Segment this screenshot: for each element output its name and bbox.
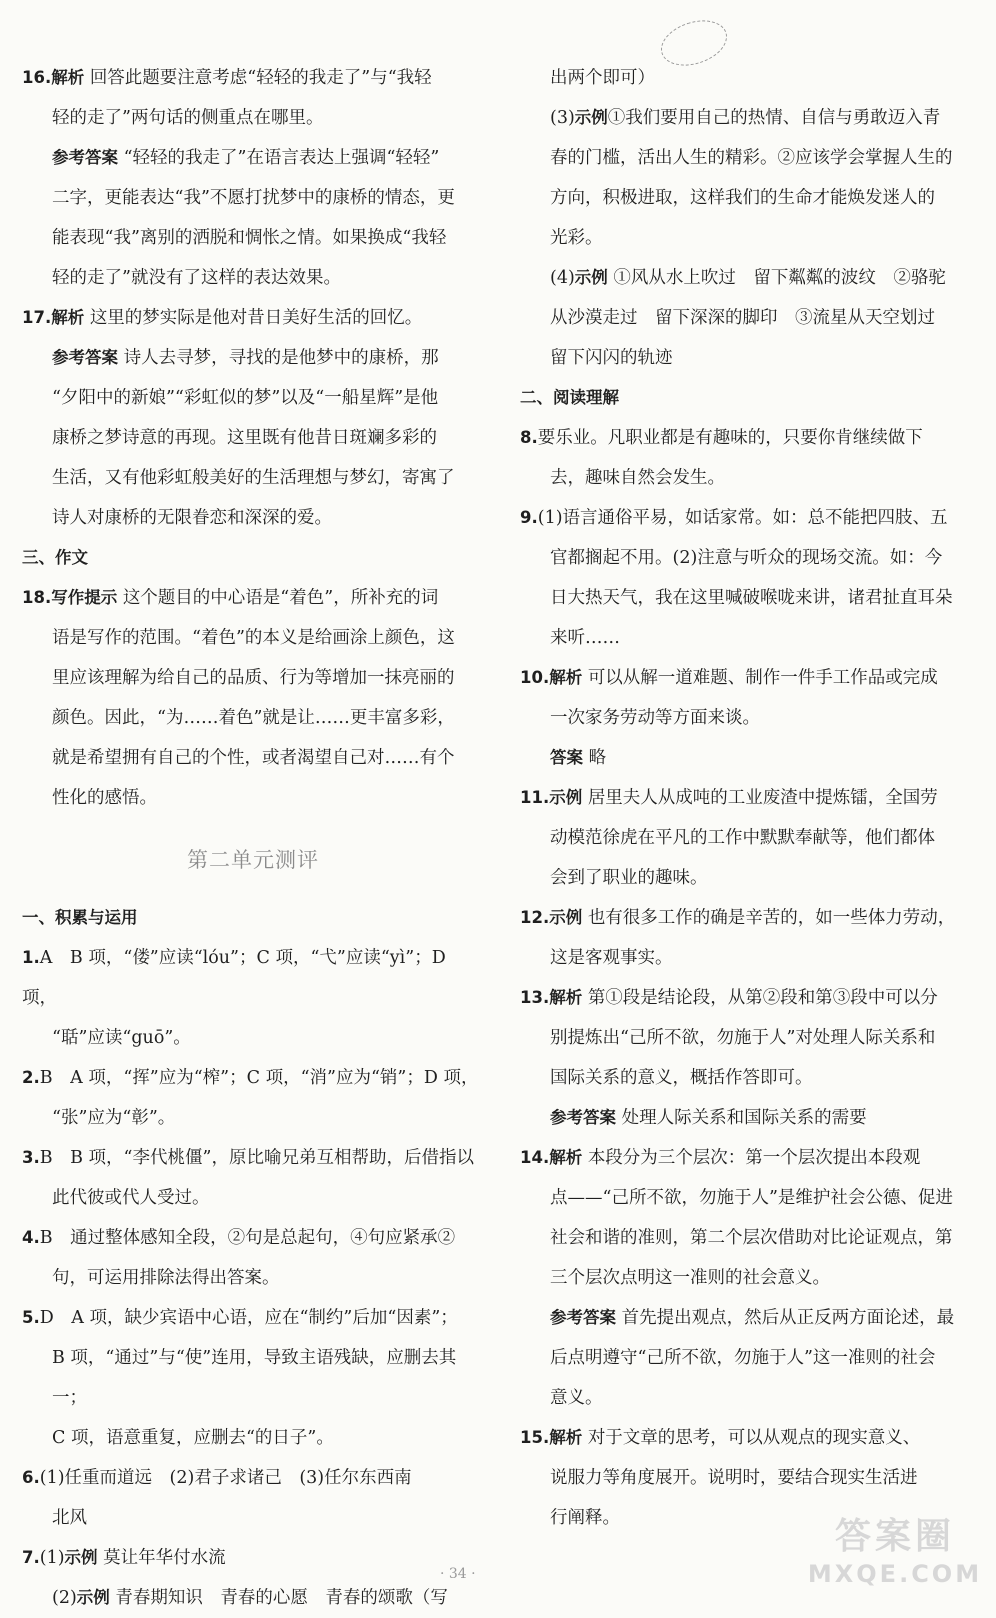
page-number: · 34 · xyxy=(440,1566,476,1582)
q3-line1 xyxy=(22,1138,484,1178)
q2-number: 2. xyxy=(22,1068,40,1087)
q7-3-l1: ①我们要用自己的热情、自信与勇敢迈入青 xyxy=(607,108,941,128)
q7-l1: 莫让年华付水流 xyxy=(103,1548,226,1568)
q16-ans4: 轻的走了”就没有了这样的表达效果。 xyxy=(52,268,341,288)
section-1-heading: 一、积累与运用 xyxy=(22,908,138,927)
q14-label: 解析 xyxy=(549,1148,583,1167)
q17-answer-line1 xyxy=(22,338,484,378)
q7-4-label: 示例 xyxy=(574,268,608,287)
q10-answer-label: 答案 xyxy=(550,748,583,767)
q16-ans1: “轻轻的我走了”在语言表达上强调“轻轻” xyxy=(123,148,440,168)
q9-l3: 日大热天气，我在这里喊破喉咙来讲，诸君扯直耳朵 xyxy=(550,588,953,608)
q14-l3: 社会和谐的准则，第二个层次借助对比论证观点，第 xyxy=(550,1228,953,1248)
q17-number: 17. xyxy=(22,308,52,327)
q14-l2: 点——“己所不欲，勿施于人”是维护社会公德、促进 xyxy=(550,1188,953,1208)
q18-l5: 就是希望拥有自己的个性，或者渴望自己对……有个 xyxy=(52,748,455,768)
q17-text1: 这里的梦实际是他对昔日美好生活的回忆。 xyxy=(89,308,423,328)
q17-line1 xyxy=(22,298,484,338)
q3-l1: B 项，“李代桃僵”，原比喻兄弟互相帮助，后借指以 xyxy=(70,1148,474,1168)
q14-ans3: 意义。 xyxy=(550,1388,603,1408)
q1-l2: “聒”应读“guō”。 xyxy=(52,1028,191,1048)
q6-number: 6. xyxy=(22,1468,40,1487)
left-column xyxy=(22,58,484,1618)
q16-answer-line1 xyxy=(22,138,484,178)
q14-answer-line1 xyxy=(520,1298,980,1338)
q18-l1: 这个题目的中心语是“着色”，所补充的词 xyxy=(122,588,439,608)
q7-3-label: 示例 xyxy=(574,108,608,127)
q17-label: 解析 xyxy=(51,308,85,327)
q8-l2: 去，趣味自然会发生。 xyxy=(550,468,725,488)
q11-label: 示例 xyxy=(549,788,583,807)
q13-l1: 第①段是结论段，从第②段和第③段中可以分 xyxy=(587,988,938,1008)
q6-line1 xyxy=(22,1458,484,1498)
q14-ans2: 后点明遵守“己所不欲，勿施于人”这一准则的社会 xyxy=(550,1348,936,1368)
q7-sub2: (2) xyxy=(52,1588,77,1608)
q17-ans1: 诗人去寻梦，寻找的是他梦中的康桥，那 xyxy=(123,348,439,368)
q7-example-label-2: 示例 xyxy=(76,1588,110,1607)
q15-number: 15. xyxy=(520,1428,550,1447)
q7-3-l3: 方向，积极进取，这样我们的生命才能焕发迷人的 xyxy=(550,188,935,208)
q3-answer: B xyxy=(39,1148,53,1168)
q13-l2: 别提炼出“己所不欲，勿施于人”对处理人际关系和 xyxy=(550,1028,936,1048)
q13-label: 解析 xyxy=(549,988,583,1007)
q13-answer-label: 参考答案 xyxy=(550,1108,616,1127)
q1-line1 xyxy=(22,938,484,1018)
q11-number: 11. xyxy=(520,788,550,807)
q13-answer-text: 处理人际关系和国际关系的需要 xyxy=(621,1108,867,1128)
q14-l1: 本段分为三个层次：第一个层次提出本段观 xyxy=(587,1148,921,1168)
q14-number: 14. xyxy=(520,1148,550,1167)
q4-number: 4. xyxy=(22,1228,40,1247)
q5-l1: A 项，缺少宾语中心语，应在“制约”后加“因素”； xyxy=(71,1308,458,1328)
q12-label: 示例 xyxy=(549,908,583,927)
q4-l2: 句，可运用排除法得出答案。 xyxy=(52,1268,280,1288)
q16-ans2: 二字，更能表达“我”不愿打扰梦中的康桥的情态，更 xyxy=(52,188,455,208)
q16-line1 xyxy=(22,58,484,98)
q10-l1: 可以从解一道难题、制作一件手工作品或完成 xyxy=(587,668,938,688)
q5-number: 5. xyxy=(22,1308,40,1327)
q15-l1: 对于文章的思考，可以从观点的现实意义、 xyxy=(587,1428,921,1448)
q5-answer: D xyxy=(39,1308,54,1328)
q7-3-l4: 光彩。 xyxy=(550,228,603,248)
q8-l1: 要乐业。凡职业都是有趣味的，只要你肯继续做下 xyxy=(537,428,923,448)
q6-l2: 北风 xyxy=(52,1508,87,1528)
right-column xyxy=(520,58,980,1538)
q7-4-l3: 留下闪闪的轨迹 xyxy=(550,348,673,368)
q14-line1 xyxy=(520,1138,980,1178)
q18-l6: 性化的感悟。 xyxy=(52,788,157,808)
q2-line1 xyxy=(22,1058,484,1098)
q18-number: 18. xyxy=(22,588,52,607)
q10-answer xyxy=(520,738,980,778)
q14-answer-label: 参考答案 xyxy=(550,1308,616,1327)
q4-l1: 通过整体感知全段，②句是总起句，④句应紧承② xyxy=(70,1228,456,1248)
q5-line1 xyxy=(22,1298,484,1338)
q6-l1: (1)任重而道远 (2)君子求诸己 (3)任尔东西南 xyxy=(39,1468,412,1488)
q12-l2: 这是客观事实。 xyxy=(550,948,673,968)
q16-text2: 轻的走了”两句话的侧重点在哪里。 xyxy=(52,108,324,128)
q1-l1: B 项，“偻”应读“lóu”；C 项，“弋”应读“yì”；D 项， xyxy=(22,948,446,1008)
watermark-logo xyxy=(802,1514,988,1594)
q12-line1 xyxy=(520,898,980,938)
q7-4-l1: ①风从水上吹过 留下粼粼的波纹 ②骆驼 xyxy=(613,268,946,288)
q8-line1 xyxy=(520,418,980,458)
q9-l4: 来听…… xyxy=(550,628,620,648)
q18-label: 写作提示 xyxy=(51,588,118,607)
q2-answer: B xyxy=(39,1068,53,1088)
q7-example-label: 示例 xyxy=(64,1548,98,1567)
q15-label: 解析 xyxy=(549,1428,583,1447)
q7-continuation: 出两个即可） xyxy=(550,68,655,88)
q9-l2: 官都搁起不用。(2)注意与听众的现场交流。如：今 xyxy=(550,548,943,568)
q7-line2 xyxy=(22,1578,484,1618)
q17-ans2: “夕阳中的新娘”“彩虹似的梦”以及“一船星辉”是他 xyxy=(52,388,439,408)
q8-number: 8. xyxy=(520,428,538,447)
q10-l2: 一次家务劳动等方面来谈。 xyxy=(550,708,760,728)
q5-l3: C 项，语意重复，应删去“的日子”。 xyxy=(52,1428,334,1448)
q16-label: 解析 xyxy=(51,68,85,87)
q2-l2: “张”应为“彰”。 xyxy=(52,1108,176,1128)
q18-l4: 颜色。因此，“为……着色”就是让……更丰富多彩， xyxy=(52,708,455,728)
q17-answer-label: 参考答案 xyxy=(52,348,118,367)
q13-answer xyxy=(520,1098,980,1138)
q18-l3: 里应该理解为给自己的品质、行为等增加一抹亮丽的 xyxy=(52,668,455,688)
q11-line1 xyxy=(520,778,980,818)
q16-answer-label: 参考答案 xyxy=(52,148,118,167)
q12-l1: 也有很多工作的确是辛苦的，如一些体力劳动， xyxy=(587,908,956,928)
q12-number: 12. xyxy=(520,908,550,927)
q7-3-sub: (3) xyxy=(550,108,575,128)
q13-l3: 国际关系的意义，概括作答即可。 xyxy=(550,1068,813,1088)
q15-line1 xyxy=(520,1418,980,1458)
q10-number: 10. xyxy=(520,668,550,687)
q7-4-l2: 从沙漠走过 留下深深的脚印 ③流星从天空划过 xyxy=(550,308,935,328)
q4-answer: B xyxy=(39,1228,53,1248)
q7-sub1: (1) xyxy=(39,1548,65,1568)
q14-ans1: 首先提出观点，然后从正反两方面论述，最 xyxy=(621,1308,955,1328)
q5-l2: B 项，“通过”与“使”连用，导致主语残缺，应删去其一； xyxy=(52,1348,457,1408)
q13-number: 13. xyxy=(520,988,550,1007)
q4-line1 xyxy=(22,1218,484,1258)
q18-line1 xyxy=(22,578,484,618)
q2-l1: A 项，“挥”应为“榨”；C 项，“消”应为“销”；D 项， xyxy=(70,1068,479,1088)
q7-3-l2: 春的门槛，活出人生的精彩。②应该学会掌握人生的 xyxy=(550,148,953,168)
q7-4-line1 xyxy=(520,258,980,298)
q16-text1: 回答此题要注意考虑“轻轻的我走了”与“我轻 xyxy=(89,68,432,88)
watermark-title: 答案圈 xyxy=(834,1516,955,1557)
q10-answer-text: 略 xyxy=(588,748,607,768)
q1-number: 1. xyxy=(22,948,40,967)
q14-l4: 三个层次点明这一准则的社会意义。 xyxy=(550,1268,830,1288)
q7-l2: 青春期知识 青春的心愿 青春的颂歌（写 xyxy=(115,1588,448,1608)
q1-answer: A xyxy=(39,948,53,968)
q15-l3: 行阐释。 xyxy=(550,1508,620,1528)
q7-number: 7. xyxy=(22,1548,40,1567)
q13-line1 xyxy=(520,978,980,1018)
q3-number: 3. xyxy=(22,1148,40,1167)
q17-ans3: 康桥之梦诗意的再现。这里既有他昔日斑斓多彩的 xyxy=(52,428,437,448)
q9-line1 xyxy=(520,498,980,538)
q11-l2: 动模范徐虎在平凡的工作中默默奉献等，他们都体 xyxy=(550,828,935,848)
q11-l3: 会到了职业的趣味。 xyxy=(550,868,708,888)
unit-title: 第二单元测评 xyxy=(187,848,319,872)
q9-l1: (1)语言通俗平易，如话家常。如：总不能把四肢、五 xyxy=(537,508,948,528)
q17-ans4: 生活，又有他彩虹般美好的生活理想与梦幻，寄寓了 xyxy=(52,468,455,488)
watermark-url: MXQE.COM xyxy=(807,1560,983,1588)
q18-l2: 语是写作的范围。“着色”的本义是给画涂上颜色，这 xyxy=(52,628,455,648)
q7-3-line1 xyxy=(520,98,980,138)
q7-line1 xyxy=(22,1538,484,1578)
q3-l2: 此代彼或代人受过。 xyxy=(52,1188,210,1208)
q10-label: 解析 xyxy=(549,668,583,687)
q16-number: 16. xyxy=(22,68,52,87)
q11-l1: 居里夫人从成吨的工业废渣中提炼镭，全国劳 xyxy=(587,788,938,808)
q15-l2: 说服力等角度展开。说明时，要结合现实生活进 xyxy=(550,1468,918,1488)
section-3-heading: 三、作文 xyxy=(22,548,88,567)
q16-ans3: 能表现“我”离别的洒脱和惆怅之情。如果换成“我轻 xyxy=(52,228,447,248)
q17-ans5: 诗人对康桥的无限眷恋和深深的爱。 xyxy=(52,508,332,528)
section-2-heading: 二、阅读理解 xyxy=(520,388,619,407)
q9-number: 9. xyxy=(520,508,538,527)
q7-4-sub: (4) xyxy=(550,268,575,288)
q10-line1 xyxy=(520,658,980,698)
